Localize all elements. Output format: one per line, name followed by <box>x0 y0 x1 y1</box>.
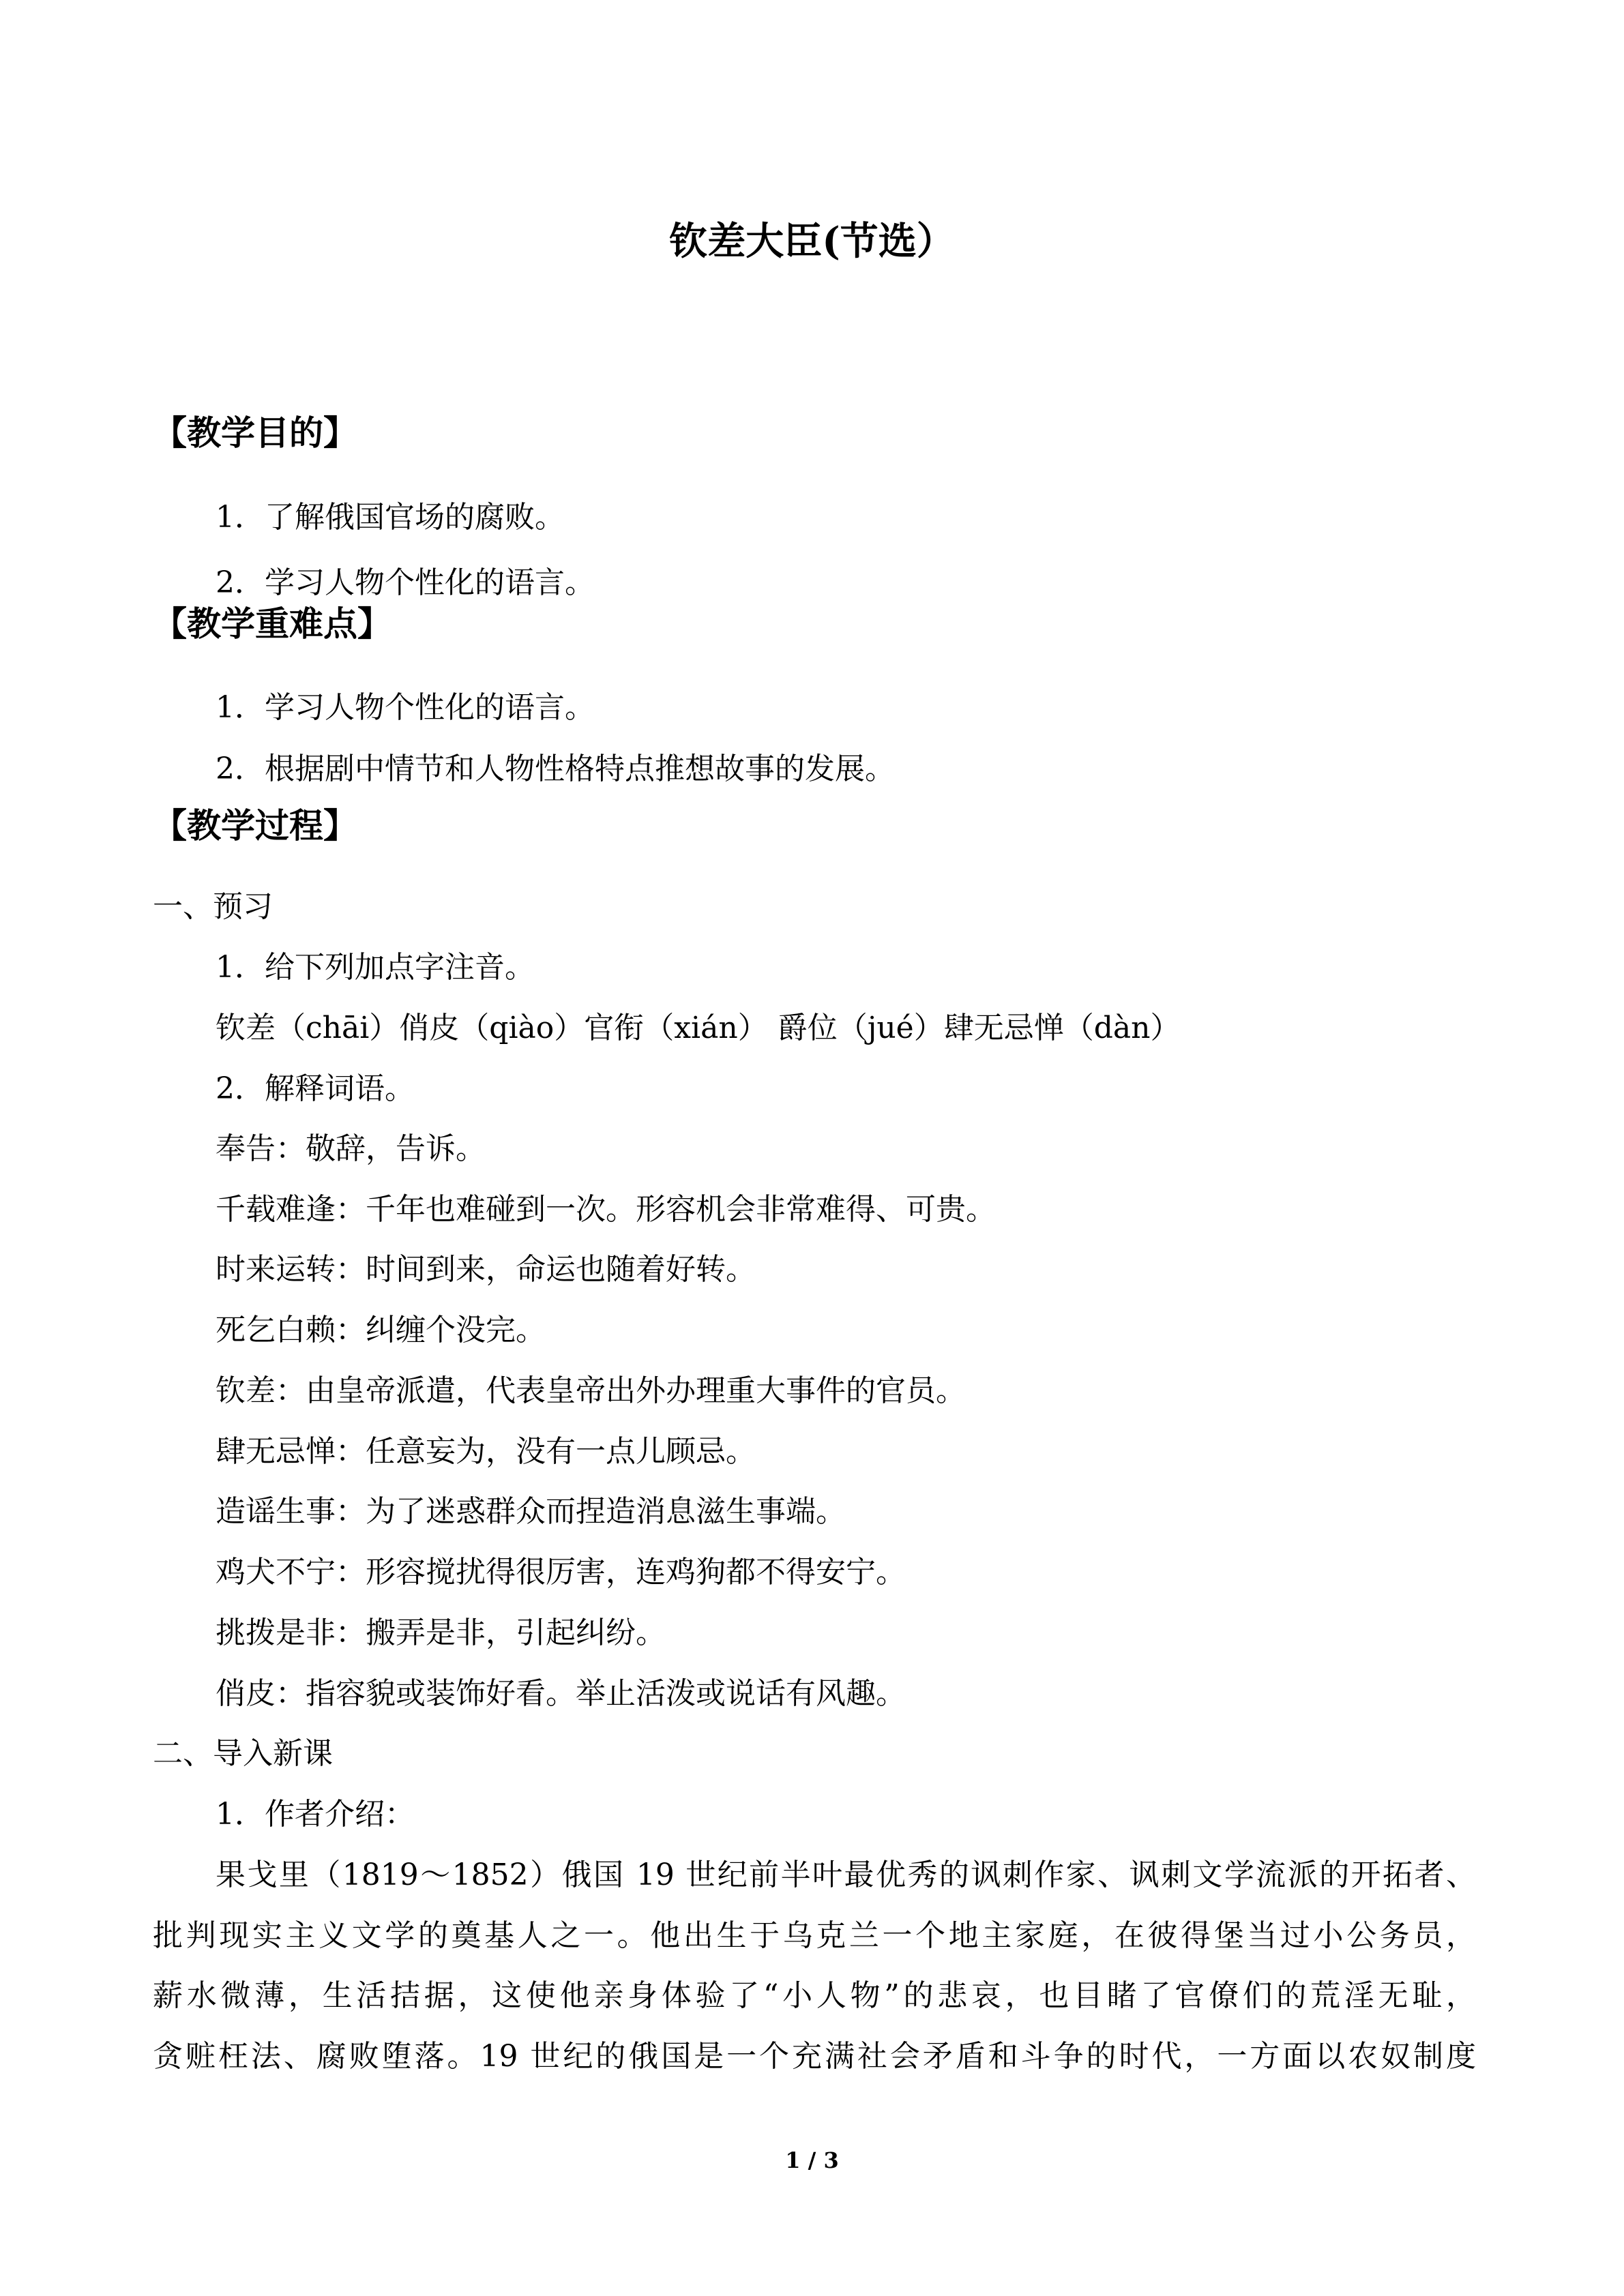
section-heading-objectives: 【教学目的】 <box>153 413 357 453</box>
vocab-item: 钦差：由皇帝派遣，代表皇帝出外办理重大事件的官员。 <box>216 1373 966 1408</box>
vocab-item: 鸡犬不宁：形容搅扰得很厉害，连鸡狗都不得安宁。 <box>216 1555 906 1590</box>
key-point-item: 1．学习人物个性化的语言。 <box>216 690 595 725</box>
author-paragraph-line: 薪水微薄，生活拮据，这使他亲身体验了“小人物”的悲哀，也目睹了官僚们的荒淫无耻， <box>153 1978 1476 2013</box>
pinyin-line: 钦差（chāi）俏皮（qiào）官衔（xián） 爵位（jué）肆无忌惮（dàn） <box>216 1011 1181 1045</box>
vocab-item: 造谣生事：为了迷惑群众而捏造消息滋生事端。 <box>216 1494 846 1529</box>
vocab-item: 俏皮：指容貌或装饰好看。举止活泼或说话有风趣。 <box>216 1676 906 1711</box>
vocab-item: 千载难逢：千年也难碰到一次。形容机会非常难得、可贵。 <box>216 1192 996 1227</box>
author-paragraph-line: 贪赃枉法、腐败堕落。19 世纪的俄国是一个充满社会矛盾和斗争的时代，一方面以农奴制度 <box>153 2039 1476 2074</box>
part-title-preview: 一、预习 <box>153 889 273 924</box>
author-paragraph-line: 果戈里（1819～1852）俄国 19 世纪前半叶最优秀的讽刺作家、讽刺文学流派的开拓者、 <box>216 1858 1476 1892</box>
vocab-item: 挑拨是非：搬弄是非，引起纠纷。 <box>216 1615 666 1650</box>
vocab-item: 肆无忌惮：任意妄为，没有一点儿顾忌。 <box>216 1434 756 1469</box>
objective-item: 2．学习人物个性化的语言。 <box>216 565 595 600</box>
author-task: 1．作者介绍： <box>216 1797 415 1832</box>
section-heading-key-points: 【教学重难点】 <box>153 603 392 644</box>
vocab-item: 奉告：敬辞，告诉。 <box>216 1131 486 1166</box>
author-paragraph-line: 批判现实主义文学的奠基人之一。他出生于乌克兰一个地主家庭，在彼得堡当过小公务员， <box>153 1918 1476 1953</box>
vocab-item: 时来运转：时间到来，命运也随着好转。 <box>216 1252 756 1287</box>
part-title-introduction: 二、导入新课 <box>153 1736 333 1771</box>
key-point-item: 2．根据剧中情节和人物性格特点推想故事的发展。 <box>216 751 895 786</box>
section-heading-process: 【教学过程】 <box>153 805 357 846</box>
document-title: 钦差大臣(节选） <box>669 219 955 264</box>
page-number: 1 / 3 <box>785 2147 839 2173</box>
vocab-task: 2．解释词语。 <box>216 1071 415 1106</box>
objective-item: 1．了解俄国官场的腐败。 <box>216 500 565 535</box>
vocab-item: 死乞白赖：纠缠个没完。 <box>216 1313 546 1347</box>
pinyin-task: 1．给下列加点字注音。 <box>216 950 535 985</box>
